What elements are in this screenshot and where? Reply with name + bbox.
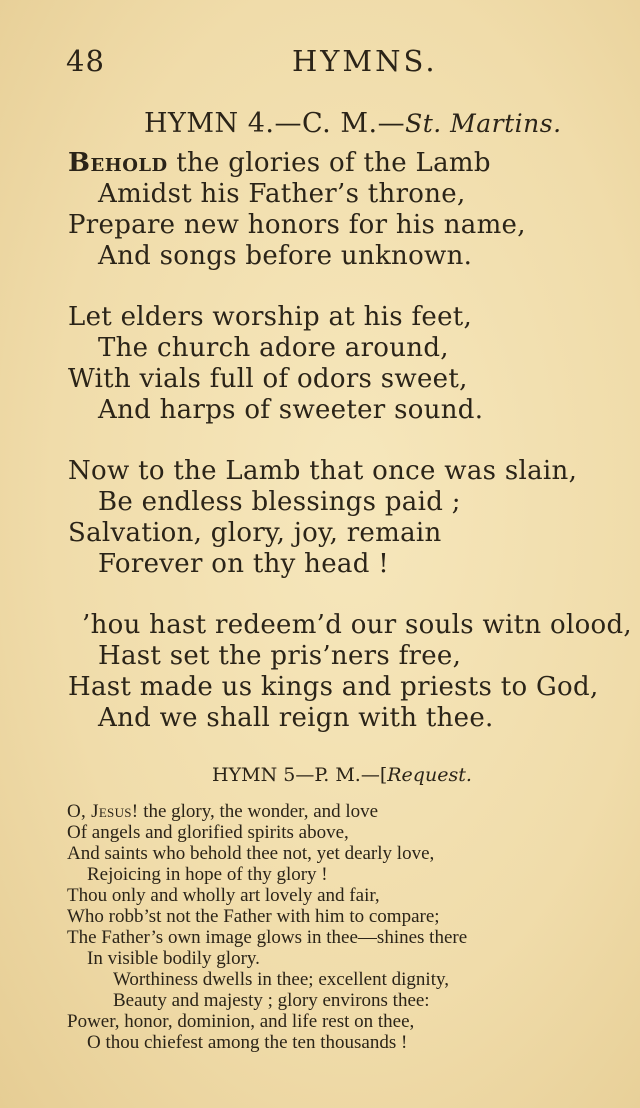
stanza-3 [68, 456, 628, 580]
verse-line: The Father’s own image glows in thee—shines there [67, 927, 468, 948]
verse-line: Prepare new honors for his name, [68, 210, 526, 240]
verse-line: Amidst his Father’s throne, [98, 179, 466, 209]
verse-line: Beauty and majesty ; glory environs thee: [113, 990, 430, 1011]
verse-line-rest: the glories of the Lamb [167, 148, 491, 178]
verse-line: Now to the Lamb that once was slain, [68, 456, 578, 486]
verse-line [67, 801, 627, 822]
stanza-4 [68, 610, 633, 734]
verse-first-word: Behold [68, 148, 168, 178]
verse-line: In visible bodily glory. [87, 948, 260, 969]
hymn-4-text [68, 148, 633, 764]
verse-line: Be endless blessings paid ; [98, 487, 461, 517]
verse-line: With vials full of odors sweet, [68, 364, 468, 394]
verse-line: Thou only and wholly art lovely and fair, [67, 885, 380, 906]
verse-first-word: O, Jesus! [67, 801, 139, 822]
verse-line: Power, honor, dominion, and life rest on thee, [67, 1011, 415, 1032]
verse-line: And we shall reign with thee. [98, 703, 494, 733]
verse-line: And songs before unknown. [98, 241, 473, 271]
hymn-5-text [67, 801, 627, 1053]
verse-line: And harps of sweeter sound. [98, 395, 484, 425]
verse-line: O thou chiefest among the ten thousands ! [87, 1032, 408, 1053]
stanza-1 [68, 148, 628, 272]
verse-line: Worthiness dwells in thee; excellent dignity, [113, 969, 449, 990]
page-header [66, 44, 436, 84]
hymn-4-title [144, 108, 562, 139]
hymn-4-heading: HYMN 4.—C. M.— [144, 108, 406, 139]
verse-line: Salvation, glory, joy, remain [68, 518, 442, 548]
verse-line: ’hou hast redeem’d our souls witn olood, [82, 610, 633, 640]
verse-line: Hast set the pris’ners free, [98, 641, 462, 671]
page-number: 48 [66, 44, 105, 78]
hymn-5-title [212, 764, 472, 786]
verse-line: Hast made us kings and priests to God, [68, 672, 599, 702]
verse-line: Rejoicing in hope of thy glory ! [87, 864, 328, 885]
running-head: HYMNS. [292, 44, 438, 78]
hymn-4-tune: St. Martins. [405, 109, 562, 138]
verse-line: Forever on thy head ! [98, 549, 389, 579]
verse-line: Of angels and glorified spirits above, [67, 822, 349, 843]
verse-line [68, 148, 628, 179]
verse-line: Who robb’st not the Father with him to compare; [67, 906, 440, 927]
hymn-5-tune: Request. [387, 764, 472, 786]
hymn-5-heading: HYMN 5—P. M.—[ [212, 764, 388, 786]
verse-line: The church adore around, [98, 333, 449, 363]
verse-line: Let elders worship at his feet, [68, 302, 473, 332]
verse-line-rest: the glory, the wonder, and love [138, 801, 379, 822]
stanza-2 [68, 302, 628, 426]
verse-line: And saints who behold thee not, yet dearly love, [67, 843, 435, 864]
